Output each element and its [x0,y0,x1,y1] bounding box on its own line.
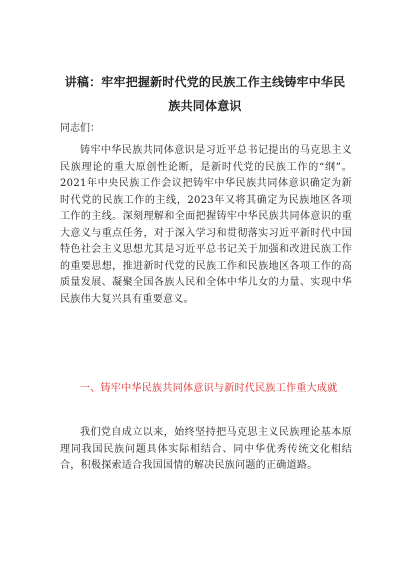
salutation: 同志们： [60,123,100,134]
body-paragraph: 铸牢中华民族共同体意识是习近平总书记提出的马克思主义民族理论的重大原创性论断，是新时代党的民族工作的“纲”。2021年中央民族工作会议把铸牢中华民族共同体意识确定为新时代党的民族工作的主线，2023年又将其确定为民族地区各项工作的主线。深刻理解和全面把握铸牢中华民族共同体意识的重大意义与重点任务，对于深入学习和贯彻落实习近平新时代中国特色社会主义思想尤其是习近平总书记关于加强和改进民族工作的重要思想，推进新时代党的民族工作和民族地区各项工作的高质量发展、凝聚全国各族人民和全体中华儿女的力量、实现中华民族伟大复兴具有重要意义。 [60,145,352,305]
document-title: 讲稿：牢牢把握新时代党的民族工作主线铸牢中华民族共同体意识 [64,75,346,113]
section-heading: 一、铸牢中华民族共同体意识与新时代民族工作重大成就 [80,383,338,394]
body-paragraph: 我们党自成立以来，始终坚持把马克思主义民族理论基本原理同我国民族问题具体实际相结合、同中华优秀传统文化相结合，积极探索适合我国国情的解决民族问题的正确道路。 [60,427,352,471]
